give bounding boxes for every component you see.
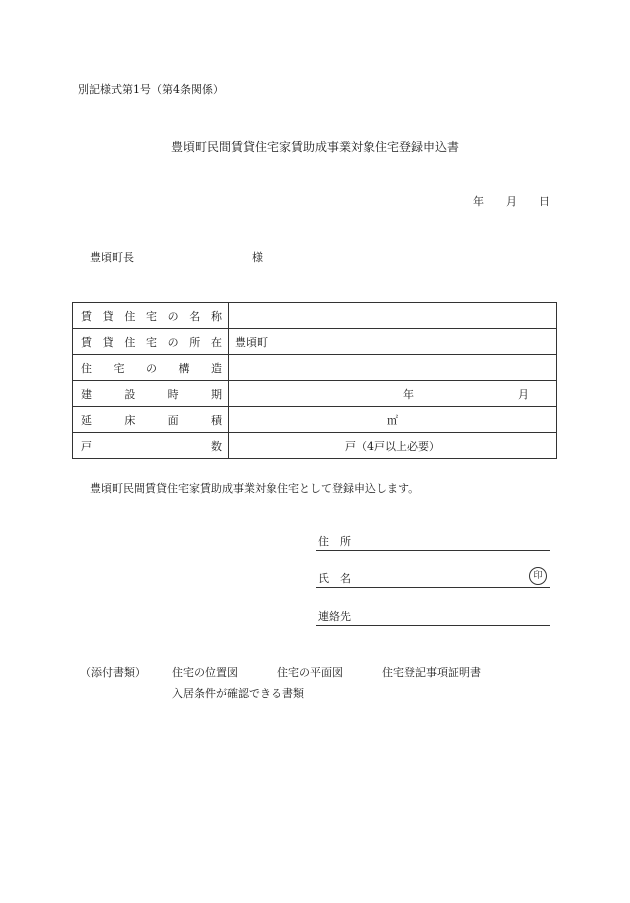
date-year: 年: [473, 195, 484, 208]
date-line: [473, 193, 550, 209]
row-label-name: 賃 貸 住 宅 の 名 称: [73, 303, 229, 329]
attachments-label: （添付書類）: [80, 666, 146, 679]
attachment-item: 住宅の位置図: [172, 666, 238, 679]
attachment-item: 住宅の平面図: [277, 666, 343, 679]
value-structure[interactable]: [229, 355, 557, 381]
table-row: [73, 407, 557, 433]
contact-field[interactable]: [316, 607, 550, 626]
addressee: [90, 249, 263, 265]
row-label-floor-area: 延 床 面 積: [73, 407, 229, 433]
document-title: 豊頃町民間賃貸住宅家賃助成事業対象住宅登録申込書: [170, 140, 459, 154]
table-row: [73, 433, 557, 459]
form-number: 別記様式第1号（第4条関係）: [78, 83, 224, 96]
attachment-item: 入居条件が確認できる書類: [172, 687, 304, 700]
address-field[interactable]: [316, 532, 550, 551]
construction-month: 月: [518, 387, 529, 401]
row-label-construction-date: 建 設 時 期: [73, 381, 229, 407]
housing-info-table: [72, 302, 557, 459]
construction-year: 年: [403, 387, 414, 401]
row-label-structure: 住 宅 の 構 造: [73, 355, 229, 381]
date-month: 月: [506, 195, 517, 208]
table-row: [73, 329, 557, 355]
name-label: 氏 名: [318, 572, 351, 585]
row-label-units: 戸 数: [73, 433, 229, 459]
value-units[interactable]: 戸（4戸以上必要）: [229, 433, 557, 459]
value-location[interactable]: 豊頃町: [229, 329, 557, 355]
contact-label: 連絡先: [318, 610, 351, 623]
seal-mark: 印: [529, 567, 547, 585]
name-field[interactable]: [316, 569, 550, 588]
addressee-name: 豊頃町長: [90, 251, 134, 264]
row-label-location: 賃 貸 住 宅 の 所 在: [73, 329, 229, 355]
value-construction-date[interactable]: [229, 381, 557, 407]
addressee-honorific: 様: [252, 251, 263, 264]
table-row: [73, 355, 557, 381]
table-row: [73, 303, 557, 329]
value-floor-area[interactable]: ㎡: [229, 407, 557, 433]
table-row: [73, 381, 557, 407]
date-day: 日: [539, 195, 550, 208]
value-housing-name[interactable]: [229, 303, 557, 329]
application-statement: 豊頃町民間賃貸住宅家賃助成事業対象住宅として登録申込します。: [90, 482, 420, 495]
attachment-item: 住宅登記事項証明書: [382, 666, 481, 679]
address-label: 住 所: [318, 535, 351, 548]
